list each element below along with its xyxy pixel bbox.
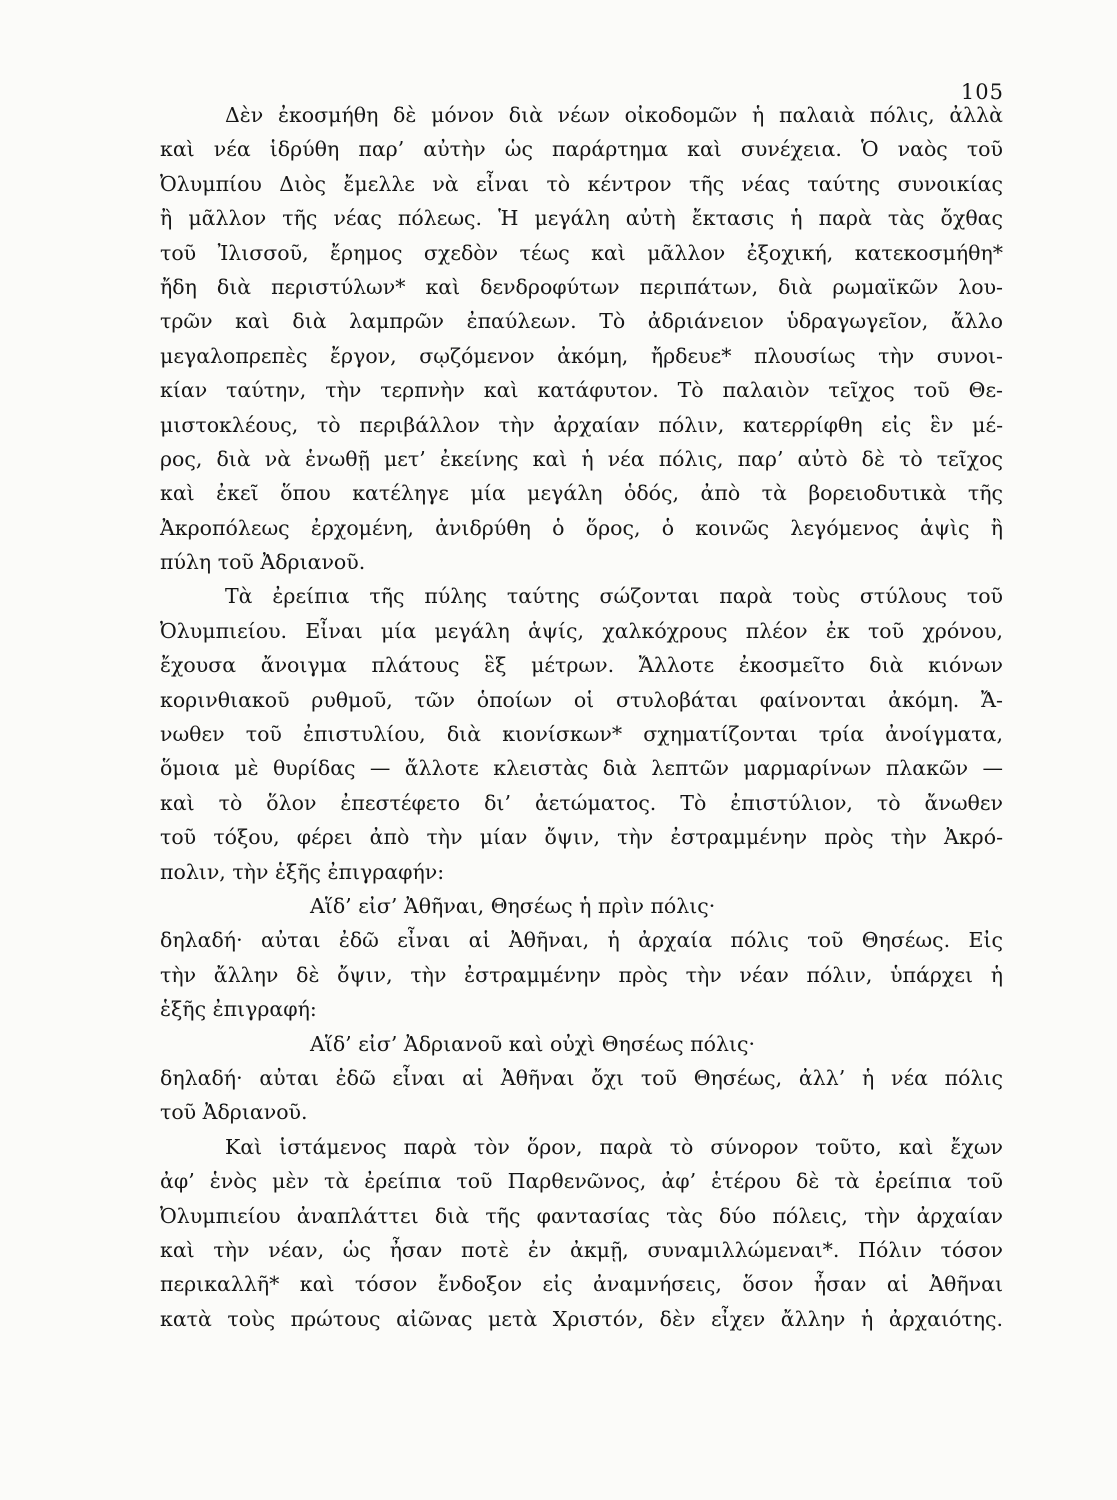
text-line: Ἀκροπόλεως ἐρχομένη, ἀνιδρύθη ὁ ὅρος, ὁ κοινῶς λεγόμενος ἁψὶς ἢ [160, 515, 1003, 540]
text-line: καὶ ἐκεῖ ὅπου κατέληγε μία μεγάλη ὁδός, ἀπὸ τὰ βορειοδυτικὰ τῆς [160, 481, 1003, 506]
text-line: κίαν ταύτην, τὴν τερπνὴν καὶ κατάφυτον. Τὸ παλαιὸν τεῖχος τοῦ Θε- [160, 378, 1003, 403]
text-line: καὶ τὸ ὅλον ἐπεστέφετο δι’ ἀετώματος. Τὸ ἐπιστύλιον, τὸ ἄνωθεν [160, 790, 1003, 815]
text-line: ἔχουσα ἄνοιγμα πλάτους ἓξ μέτρων. Ἄλλοτε ἐκοσμεῖτο διὰ κιόνων [160, 653, 1003, 678]
text-line: Ὀλυμπίου Διὸς ἔμελλε νὰ εἶναι τὸ κέντρον τῆς νέας ταύτης συνοικίας [160, 171, 1003, 196]
text-line: δηλαδή· αὐται ἐδῶ εἶναι αἱ Ἀθῆναι, ἡ ἀρχαία πόλις τοῦ Θησέως. Εἰς [160, 928, 1003, 953]
text-line: Καὶ ἱστάμενος παρὰ τὸν ὅρον, παρὰ τὸ σύνορον τοῦτο, καὶ ἔχων [225, 1134, 1003, 1159]
text-line: νωθεν τοῦ ἐπιστυλίου, διὰ κιονίσκων* σχηματίζονται τρία ἀνοίγματα, [160, 722, 1003, 747]
text-line: Δὲν ἐκοσμήθη δὲ μόνον διὰ νέων οἰκοδομῶν ἡ παλαιὰ πόλις, ἀλλὰ [225, 103, 1003, 127]
page-number: 105 [960, 80, 1004, 104]
text-line: ρος, διὰ νὰ ἑνωθῇ μετ’ ἐκείνης καὶ ἡ νέα πόλις, παρ’ αὐτὸ δὲ τὸ τεῖχος [160, 446, 1003, 471]
inscription-line: Αἵδ’ εἰσ’ Ἀθῆναι, Θησέως ἡ πρὶν πόλις· [310, 893, 716, 918]
inscription-line: Αἵδ’ εἰσ’ Ἀδριανοῦ καὶ οὐχὶ Θησέως πόλις· [310, 1031, 756, 1056]
text-line: Ὀλυμπιείου. Εἶναι μία μεγάλη ἁψίς, χαλκόχρους πλέον ἐκ τοῦ χρόνου, [160, 618, 1003, 643]
text-line: περικαλλῆ* καὶ τόσον ἔνδοξον εἰς ἀναμνήσεις, ὅσον ἦσαν αἱ Ἀθῆναι [160, 1272, 1003, 1297]
text-line: Ὀλυμπιείου ἀναπλάττει διὰ τῆς φαντασίας τὰς δύο πόλεις, τὴν ἀρχαίαν [160, 1203, 1003, 1228]
text-line: ἢ μᾶλλον τῆς νέας πόλεως. Ἡ μεγάλη αὐτὴ ἔκτασις ἡ παρὰ τὰς ὄχθας [160, 206, 1003, 231]
text-line: τοῦ τόξου, φέρει ἀπὸ τὴν μίαν ὄψιν, τὴν ἐστραμμένην πρὸς τὴν Ἀκρό- [160, 825, 1003, 850]
text-line: δηλαδή· αὐται ἐδῶ εἶναι αἱ Ἀθῆναι ὄχι τοῦ Θησέως, ἀλλ’ ἡ νέα πόλις [160, 1065, 1003, 1090]
text-line: ἤδη διὰ περιστύλων* καὶ δενδροφύτων περιπάτων, διὰ ρωμαϊκῶν λου- [160, 274, 1003, 299]
text-line: καὶ τὴν νέαν, ὡς ἦσαν ποτὲ ἐν ἀκμῇ, συναμιλλώμεναι*. Πόλιν τόσον [160, 1237, 1003, 1262]
text-line: τρῶν καὶ διὰ λαμπρῶν ἐπαύλεων. Τὸ ἀδριάνειον ὑδραγωγεῖον, ἄλλο [160, 309, 1003, 334]
text-line: τὴν ἄλλην δὲ ὄψιν, τὴν ἐστραμμένην πρὸς τὴν νέαν πόλιν, ὑπάρχει ἡ [160, 962, 1003, 987]
text-line: πολιν, τὴν ἑξῆς ἐπιγραφήν: [160, 859, 445, 884]
text-line: καὶ νέα ἱδρύθη παρ’ αὐτὴν ὡς παράρτημα καὶ συνέχεια. Ὁ ναὸς τοῦ [160, 137, 1003, 162]
text-line: ὅμοια μὲ θυρίδας — ἄλλοτε κλειστὰς διὰ λεπτῶν μαρμαρίνων πλακῶν — [160, 756, 1003, 781]
text-line: πύλη τοῦ Ἀδριανοῦ. [160, 550, 366, 575]
text-line: κορινθιακοῦ ρυθμοῦ, τῶν ὁποίων οἱ στυλοβάται φαίνονται ἀκόμη. Ἄ- [160, 687, 1003, 712]
text-line: μεγαλοπρεπὲς ἔργον, σῳζόμενον ἀκόμη, ἤρδευε* πλουσίως τὴν συνοι- [160, 343, 1003, 368]
text-body [160, 98, 1003, 1336]
text-line: κατὰ τοὺς πρώτους αἰῶνας μετὰ Χριστόν, δὲν εἶχεν ἄλλην ἡ ἀρχαιότης. [160, 1306, 1003, 1331]
text-line: ἑξῆς ἐπιγραφή: [160, 997, 317, 1022]
text-line: Τὰ ἐρείπια τῆς πύλης ταύτης σώζονται παρὰ τοὺς στύλους τοῦ [225, 584, 1003, 609]
text-line: τοῦ Ἀδριανοῦ. [160, 1100, 308, 1125]
text-line: ἀφ’ ἑνὸς μὲν τὰ ἐρείπια τοῦ Παρθενῶνος, ἀφ’ ἑτέρου δὲ τὰ ἐρείπια τοῦ [160, 1169, 1003, 1194]
text-line: μιστοκλέους, τὸ περιβάλλον τὴν ἀρχαίαν πόλιν, κατερρίφθη εἰς ἓν μέ- [160, 412, 1003, 437]
text-line: τοῦ Ἰλισσοῦ, ἔρημος σχεδὸν τέως καὶ μᾶλλον ἐξοχική, κατεκοσμήθη* [160, 240, 1003, 265]
